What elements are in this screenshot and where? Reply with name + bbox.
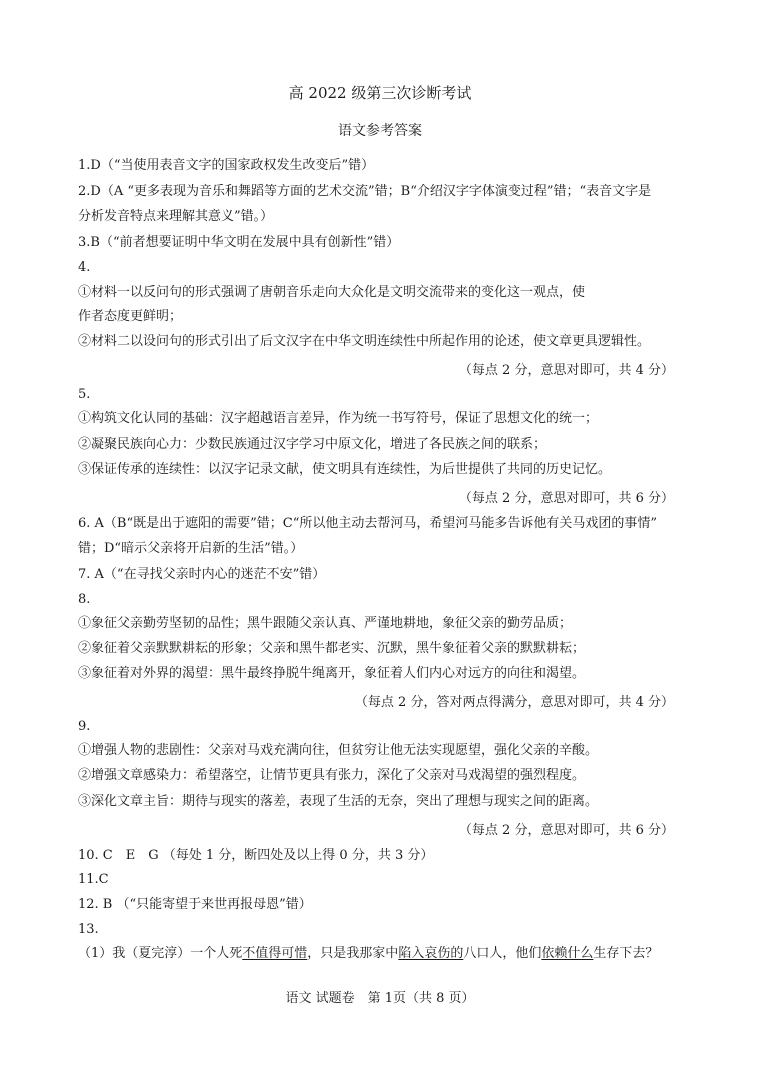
answer-q8-point1: ①象征父亲勤劳坚韧的品性；黑牛跟随父亲认真、严谨地耕地，象征父亲的勤劳品质；	[78, 616, 573, 631]
exam-title: 高 2022 级第三次诊断考试	[288, 84, 472, 102]
answer-q11: 11.C	[78, 872, 109, 887]
answer-q10: 10. C E G （每处 1 分，断四处及以上得 0 分，共 3 分）	[78, 848, 434, 863]
answer-key-subtitle: 语文参考答案	[338, 123, 422, 139]
question-number-13: 13.	[78, 922, 99, 937]
answer-q5-point3: ③保证传承的连续性：以汉字记录文献，使文明具有连续性，为后世提供了共同的历史记忆。	[78, 462, 612, 477]
answer-q9-point3: ③深化文章主旨：期待与现实的落差，表现了生活的无奈，突出了理想与现实之间的距离。	[78, 794, 599, 809]
answer-q2-line1: 2.D（A “更多表现为音乐和舞蹈等方面的艺术交流”错；B“介绍汉字字体演变过程”错；“表音文字是	[78, 184, 652, 199]
question-number-9: 9.	[78, 719, 91, 734]
answer-q7: 7. A（“在寻找父亲时内心的迷茫不安”错）	[78, 567, 326, 582]
answer-q13-underline-2: 陷入哀伤的	[398, 946, 464, 961]
answer-q9-score: （每点 2 分，意思对即可，共 6 分）	[458, 823, 674, 838]
answer-q13-text-a: （1）我（夏完淳）一个人死	[78, 946, 243, 961]
answer-q1: 1.D（“当使用表音文字的国家政权发生改变后”错）	[78, 158, 375, 173]
answer-q13-part1	[78, 945, 658, 963]
question-number-5: 5.	[78, 387, 91, 402]
answer-q8-score: （每点 2 分，答对两点得满分，意思对即可，共 4 分）	[354, 695, 674, 710]
answer-q9-point2: ②增强文章感染力：希望落空，让情节更具有张力，深化了父亲对马戏渴望的强烈程度。	[78, 768, 586, 783]
question-number-8: 8.	[78, 592, 91, 607]
answer-q13-text-c: 八口人，他们	[463, 946, 542, 961]
question-number-4: 4.	[78, 260, 91, 275]
answer-q5-point2: ②凝聚民族向心力：少数民族通过汉字学习中原文化，增进了各民族之间的联系；	[78, 437, 547, 452]
answer-q8-point3: ③象征着对外界的渴望：黑牛最终挣脱牛绳离开，象征着人们内心对远方的向往和渴望。	[78, 666, 586, 681]
answer-q8-point2: ②象征着父亲默默耕耘的形象；父亲和黑牛都老实、沉默，黑牛象征着父亲的默默耕耘；	[78, 641, 586, 656]
answer-q13-text-b: ，只是我那家中	[307, 946, 399, 961]
answer-q6-line1: 6. A（B“既是出于遮阳的需要”错；C“所以他主动去帮河马，希望河马能多告诉他有关马戏团的事情”	[78, 516, 658, 531]
answer-q4-point1-line2: 作者态度更鲜明；	[78, 309, 183, 324]
answer-q2-line2: 分析发音特点来理解其意义”错。）	[78, 209, 274, 224]
answer-q13-underline-1: 不值得可惜	[242, 946, 308, 961]
answer-q4-score: （每点 2 分，意思对即可，共 4 分）	[458, 363, 674, 378]
answer-q5-point1: ①构筑文化认同的基础：汉字超越语言差异，作为统一书写符号，保证了思想文化的统一；	[78, 411, 599, 426]
answer-q3: 3.B（“前者想要证明中华文明在发展中具有创新性”错）	[78, 235, 400, 250]
answer-q5-score: （每点 2 分，意思对即可，共 6 分）	[458, 491, 674, 506]
answer-q6-line2: 错；D“暗示父亲将开启新的生活”错。）	[78, 541, 304, 556]
answer-q4-point1-line1: ①材料一以反问句的形式强调了唐朝音乐走向大众化是文明交流带来的变化这一观点，使	[78, 285, 586, 300]
answer-q9-point1: ①增强人物的悲剧性：父亲对马戏充满向往，但贫穷让他无法实现愿望，强化父亲的辛酸。	[78, 743, 599, 758]
answer-q13-underline-3: 依赖什么	[541, 946, 594, 961]
page-footer: 语文 试题卷 第 1页（共 8 页）	[285, 991, 475, 1006]
answer-q12: 12. B （“只能寄望于来世再报母恩”错）	[78, 897, 312, 912]
answer-q13-text-d: 生存下去？	[593, 946, 659, 961]
answer-q4-point2: ②材料二以设问句的形式引出了后文汉字在中华文明连续性中所起作用的论述，使文章更具逻辑性。	[78, 334, 651, 349]
